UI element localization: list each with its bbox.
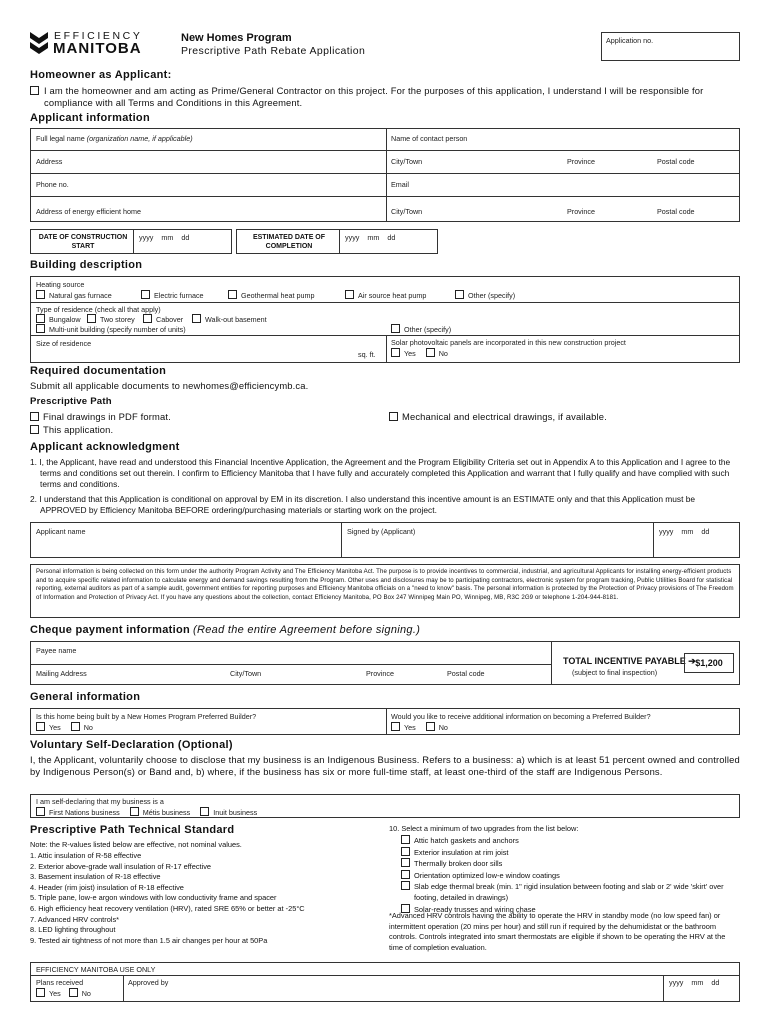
- upgrade-attic-hatch[interactable]: Attic hatch gaskets and anchors: [401, 835, 743, 847]
- homeowner-checkbox-row: [30, 85, 750, 108]
- acknowledgment-item-1: 1. I, the Applicant, have read and understood this Financial Incentive Application, the Agreement and the Program Eligibility Criteria set out in Appendix A to this Application and I agree to the terms and conditions set out therein. I confirm to Efficiency Manitoba that I have fully and accurately completed this Application and warrant that I fully qualify and have complied with such terms and conditions.: [30, 457, 731, 489]
- residence-bungalow[interactable]: Bungalow: [36, 315, 81, 324]
- completion-date[interactable]: yyyy mm dd: [345, 233, 396, 242]
- heating-options: [36, 290, 516, 300]
- total-incentive-label: TOTAL INCENTIVE PAYABLE ➔: [563, 656, 696, 666]
- privacy-notice: [30, 564, 740, 618]
- builder-no[interactable]: No: [71, 723, 93, 732]
- voluntary-text: I, the Applicant, voluntarily choose to disclose that my business is an Indigenous Business. Refers to a business: a) which is at least 51 percent owned and controlled by Indigenous Person(s) or Band and, b) where, if the business has six or more full-time staff, at least one-third of the staff are Indigenous Persons.: [30, 754, 740, 777]
- ee-province-field[interactable]: Province: [567, 207, 595, 216]
- solar-label: Solar photovoltaic panels are incorporated in this new construction project: [391, 338, 626, 347]
- ee-city-field[interactable]: City/Town: [391, 207, 423, 216]
- declaring-label: I am self-declaring that my business is a: [36, 797, 164, 806]
- signed-by-field[interactable]: Signed by (Applicant): [347, 527, 416, 536]
- declaration-box: [30, 794, 740, 818]
- doc-final-drawings[interactable]: Final drawings in PDF format.: [30, 411, 171, 423]
- plans-no[interactable]: No: [69, 989, 91, 998]
- technical-list: [30, 851, 390, 946]
- city-field[interactable]: City/Town: [391, 157, 423, 166]
- postal-code-field[interactable]: Postal code: [657, 157, 695, 166]
- cheque-table: [30, 641, 740, 685]
- cheque-heading: Cheque payment information (Read the entire Agreement before signing.): [30, 624, 421, 636]
- office-use-heading: EFFICIENCY MANITOBA USE ONLY: [36, 965, 156, 974]
- technical-item: 6. High efficiency heat recovery ventilation (HRV), rated SRE 65% or better at -25°C: [30, 903, 305, 913]
- residence-type-label: Type of residence (check all that apply): [36, 305, 161, 314]
- technical-heading: Prescriptive Path Technical Standard: [30, 824, 235, 836]
- logo-bottom: MANITOBA: [53, 40, 142, 57]
- general-heading: General information: [30, 691, 141, 703]
- construction-start-label: DATE OF CONSTRUCTION START: [38, 234, 128, 250]
- completion-date-label: ESTIMATED DATE OF COMPLETION: [252, 234, 326, 250]
- upgrades-heading: 10. Select a minimum of two upgrades from the list below:: [389, 824, 579, 833]
- upgrade-window-coatings[interactable]: Orientation optimized low-e window coatings: [401, 870, 743, 882]
- total-incentive-note: (subject to final inspection): [572, 668, 658, 677]
- info-options: [391, 722, 448, 732]
- upgrade-solar-ready[interactable]: Solar-ready trusses and wiring chase: [401, 904, 743, 916]
- ee-postal-field[interactable]: Postal code: [657, 207, 695, 216]
- homeowner-check-text: I am the homeowner and am acting as Prime/General Contractor on this project. For the purposes of this application, I understand I will be responsible for compliance with all Terms and Conditions in this Agreement.: [44, 85, 704, 108]
- form-subtitle: Prescriptive Path Rebate Application: [181, 45, 366, 57]
- doc-mechanical-drawings[interactable]: Mechanical and electrical drawings, if available.: [389, 411, 607, 423]
- acknowledgment-item-2: 2. I understand that this Application is conditional on approval by EM in its discretion. I also understand this incentive amount is an ESTIMATE only and that this Application must be APPROVED by Efficiency Manitoba BEFORE ordering/purchasing materials or starting work on the project.: [30, 494, 696, 515]
- homeowner-checkbox[interactable]: [30, 86, 39, 95]
- upgrade-door-sills[interactable]: Thermally broken door sills: [401, 858, 743, 870]
- residence-walkout[interactable]: Walk-out basement: [192, 314, 267, 324]
- province-field[interactable]: Province: [567, 157, 595, 166]
- residence-cabover[interactable]: Cabover: [143, 314, 183, 324]
- technical-item: 7. Advanced HRV controls*: [30, 914, 120, 924]
- phone-field[interactable]: Phone no.: [36, 180, 69, 189]
- heating-source-label: Heating source: [36, 280, 85, 289]
- construction-start-box: [30, 229, 232, 254]
- arrow-right-icon: ➔: [688, 656, 696, 666]
- upgrade-slab-edge[interactable]: Slab edge thermal break (min. 1" rigid insulation between footing and slab or 2' wide 'skirt' over footing, detailed in drawings): [401, 881, 743, 903]
- logo: [30, 30, 160, 60]
- plans-received-label: Plans received: [36, 978, 84, 987]
- cheque-postal-field[interactable]: Postal code: [447, 669, 485, 678]
- application-number-label: Application no.: [606, 36, 654, 45]
- total-incentive-value: $1,200: [684, 653, 734, 673]
- cheque-province-field[interactable]: Province: [366, 669, 394, 678]
- applicant-name-field[interactable]: Applicant name: [36, 527, 86, 536]
- multi-unit-option[interactable]: Multi-unit building (specify number of units): [36, 324, 186, 334]
- solar-no[interactable]: No: [426, 349, 448, 358]
- sqft-unit: sq. ft.: [358, 350, 376, 359]
- email-field[interactable]: Email: [391, 180, 409, 189]
- general-table: [30, 708, 740, 735]
- upgrade-rim-joist[interactable]: Exterior insulation at rim joist: [401, 847, 743, 859]
- technical-item: 9. Tested air tightness of not more than 1.5 air changes per hour at 50Pa: [30, 935, 268, 945]
- cheque-city-field[interactable]: City/Town: [230, 669, 262, 678]
- full-name-field[interactable]: Full legal name (organization name, if applicable): [36, 134, 193, 143]
- application-number-field[interactable]: [601, 32, 740, 61]
- technical-item: 1. Attic insulation of R-58 effective: [30, 851, 142, 860]
- building-heading: Building description: [30, 259, 143, 271]
- payee-name-field[interactable]: Payee name: [36, 646, 77, 655]
- technical-note: Note: the R-values listed below are effective, not nominal values.: [30, 840, 242, 849]
- signature-row: [30, 522, 740, 558]
- preferred-builder-options: [36, 722, 93, 732]
- residence-options: [36, 314, 736, 324]
- privacy-text: Personal information is being collected on this form under the authority Program Activity and The Efficiency Manitoba Act. The purpose is to provide incentives to commercial, industrial, and agricultural Applicants for installing energy-efficient products and to acquire specific related information to calculate energy and demand savings resulting from the Program. Other uses and disclosures may be to participating contractors, electronic system for program tracking, Public Utilities Board for statistical reporting, external auditors as part of a sample audit, government entities for reporting purposes and Efficiency Manitoba officials on a "need to know" basis. The personal information is protected by the Protection of Privacy provisions of The Freedom of Information and Protection of Privacy Act. If you have any questions about the collection, contact Efficiency Manitoba, PO Box 247 Winnipeg Main PO, Winnipeg, MB, R3C 2G9 or telephone 1-204-944-8181.: [36, 568, 734, 602]
- building-table: [30, 276, 740, 363]
- construction-start-date[interactable]: yyyy mm dd: [139, 233, 190, 242]
- technical-item: 3. Basement insulation of R-18 effective: [30, 872, 161, 882]
- heating-natural-gas[interactable]: Natural gas furnace: [36, 291, 112, 300]
- plans-yes[interactable]: Yes: [36, 989, 61, 998]
- residence-other-option[interactable]: Other (specify): [391, 324, 451, 334]
- info-no[interactable]: No: [426, 723, 448, 732]
- prescriptive-path-heading: Prescriptive Path: [30, 396, 112, 407]
- technical-item: 8. LED lighting throughout: [30, 925, 116, 935]
- approved-by-field[interactable]: Approved by: [128, 978, 169, 987]
- upgrades-list: [401, 835, 743, 915]
- acknowledgment-heading: Applicant acknowledgment: [30, 441, 180, 453]
- office-date-field[interactable]: yyyy mm dd: [669, 978, 720, 987]
- mailing-address-field[interactable]: Mailing Address: [36, 669, 87, 678]
- heating-electric[interactable]: Electric furnace: [141, 290, 204, 300]
- size-of-residence-field[interactable]: Size of residence: [36, 339, 92, 348]
- heating-air-source[interactable]: Air source heat pump: [345, 290, 426, 300]
- heating-other[interactable]: Other (specify): [455, 290, 515, 300]
- solar-yes[interactable]: Yes: [391, 349, 416, 358]
- plans-received-options: [36, 988, 91, 998]
- metis-option[interactable]: Métis business: [130, 808, 191, 817]
- residence-two-storey[interactable]: Two storey: [87, 314, 135, 324]
- applicant-info-table: [30, 128, 740, 222]
- builder-yes[interactable]: Yes: [36, 723, 61, 732]
- declaration-options: [36, 807, 257, 817]
- office-use-box: [30, 962, 740, 1002]
- form-title: New Homes Program: [181, 32, 292, 44]
- info-yes[interactable]: Yes: [391, 723, 416, 732]
- info-question: Would you like to receive additional information on becoming a Preferred Builder?: [391, 712, 651, 721]
- technical-item: 2. Exterior above-grade wall insulation of R-17 effective: [30, 861, 212, 871]
- technical-item: 5. Triple pane, low-e argon windows with low conductivity frame and spacer: [30, 893, 277, 903]
- preferred-builder-question: Is this home being built by a New Homes Program Preferred Builder?: [36, 712, 257, 721]
- documentation-submit-text: Submit all applicable documents to newhomes@efficiencymb.ca.: [30, 380, 309, 391]
- doc-this-application[interactable]: This application.: [30, 424, 113, 436]
- completion-date-box: [236, 229, 438, 254]
- efficiency-manitoba-chevron-icon: [30, 32, 48, 58]
- documentation-heading: Required documentation: [30, 365, 167, 377]
- heating-geothermal[interactable]: Geothermal heat pump: [228, 290, 315, 300]
- solar-options: [391, 348, 448, 358]
- voluntary-heading: Voluntary Self-Declaration (Optional): [30, 739, 233, 751]
- hrv-footnote: *Advanced HRV controls having the ability to operate the HRV in standby mode (no low speed fan) or intermittent operation (20 mins per hour) and still run if required by the dehumidistat or the bathroom controls. Controls integrated into smart thermostats are eligible if shown to be operating the HRV at the time of completion evaluation.: [389, 911, 726, 952]
- first-nations-option[interactable]: First Nations business: [36, 808, 120, 817]
- applicant-info-heading: Applicant information: [30, 112, 150, 124]
- inuit-option[interactable]: Inuit business: [200, 808, 257, 817]
- technical-item: 4. Header (rim joist) insulation of R-18 effective: [30, 882, 184, 892]
- logo-top: EFFICIENCY: [54, 30, 143, 42]
- ee-address-field[interactable]: Address of energy efficient home: [36, 207, 141, 216]
- address-field[interactable]: Address: [36, 157, 63, 166]
- contact-name-field[interactable]: Name of contact person: [391, 134, 468, 143]
- homeowner-heading: Homeowner as Applicant:: [30, 69, 172, 81]
- signature-date-field[interactable]: yyyy mm dd: [659, 527, 710, 536]
